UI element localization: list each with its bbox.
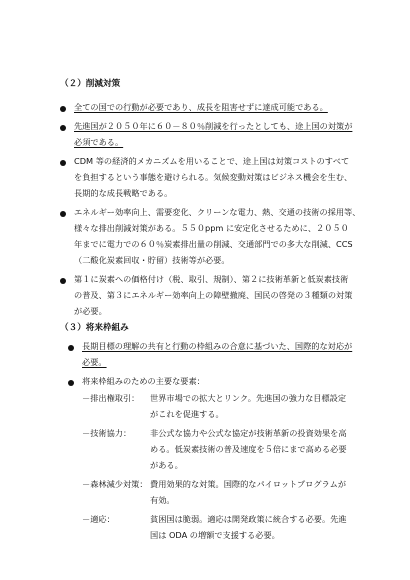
list-item-text: （二酸化炭素回収・貯留）技術等が必要。: [74, 255, 230, 265]
element-text: 貧困国は脆弱。適応は開発政策に統合する必要。先進: [150, 514, 347, 524]
element-text: 有効。: [150, 495, 175, 505]
list-item-text: を負担するという事態を避けられる。気候変動対策はビジネス機会を生む、: [74, 172, 353, 182]
element-text: がこれを促進する。: [150, 409, 224, 419]
element-label: －排出権取引：: [82, 393, 140, 403]
element-text: める。低炭素技術の普及速度を５倍にまで高める必要: [150, 444, 347, 454]
list-item-text: 先進国が２０５０年に６０－８０％削減を行ったとしても、途上国の対策が: [74, 121, 353, 131]
bullet-icon: [60, 160, 66, 166]
bullet-icon: [60, 211, 66, 217]
bullet-icon: [60, 106, 66, 112]
element-text: 費用効果的な対策。国際的なパイロットプログラムが: [150, 479, 347, 489]
list-item-text: CDM 等の経済的メカニズムを用いることで、途上国は対策コストのすべて: [74, 156, 350, 166]
list-item-text: 必要。: [82, 357, 107, 367]
section-heading-future-framework: （３）将来枠組み: [60, 323, 129, 333]
list-item-text: が必要。: [74, 306, 107, 316]
list-item-text: エネルギー効率向上、需要変化、クリーンな電力、熱、交通の技術の採用等、: [74, 207, 361, 217]
element-label: －技術協力：: [82, 428, 132, 438]
element-label: －森林減少対策：: [82, 479, 148, 489]
bullet-icon: [60, 278, 66, 284]
list-item-text: 様々な排出削減対策がある。５５０ppm に安定化させるために、２０５０: [74, 223, 349, 233]
list-item-text: 長期目標の理解の共有と行動の枠組みの合意に基づいた、国際的な対応が: [82, 341, 353, 351]
bullet-icon: [68, 380, 74, 386]
list-item-text: 将来枠組みのための主要な要素：: [82, 376, 205, 386]
bullet-icon: [68, 345, 74, 351]
bullet-icon: [60, 125, 66, 131]
section-heading-reduction: （２）削減対策: [60, 79, 121, 89]
list-item-text: 第１に炭素への価格付け（税、取引、規制）、第２に技術革新と低炭素技術: [74, 274, 349, 284]
element-label: －適応：: [82, 514, 115, 524]
list-item-text: の普及、第３にエネルギー効率向上の障壁撤廃、国民の啓発の３種類の対策: [74, 290, 353, 300]
element-text: 国は ODA の増額で支援する必要。: [150, 530, 280, 540]
list-item-text: 必須である。: [74, 137, 124, 147]
list-item-text: 年までに電力での６０％炭素排出量の削減、交通部門での多大な削減、CCS: [74, 239, 353, 249]
element-text: 非公式な協力や公式な協定が技術革新の投資効果を高: [150, 428, 347, 438]
element-text: 世界市場での拡大とリンク。先進国の強力な目標設定: [150, 393, 347, 403]
list-item-text: 長期的な成長戦略である。: [74, 188, 173, 198]
element-text: がある。: [150, 460, 183, 470]
list-item-text: 全ての国での行動が必要であり、成長を阻害せずに達成可能である。: [74, 102, 328, 112]
